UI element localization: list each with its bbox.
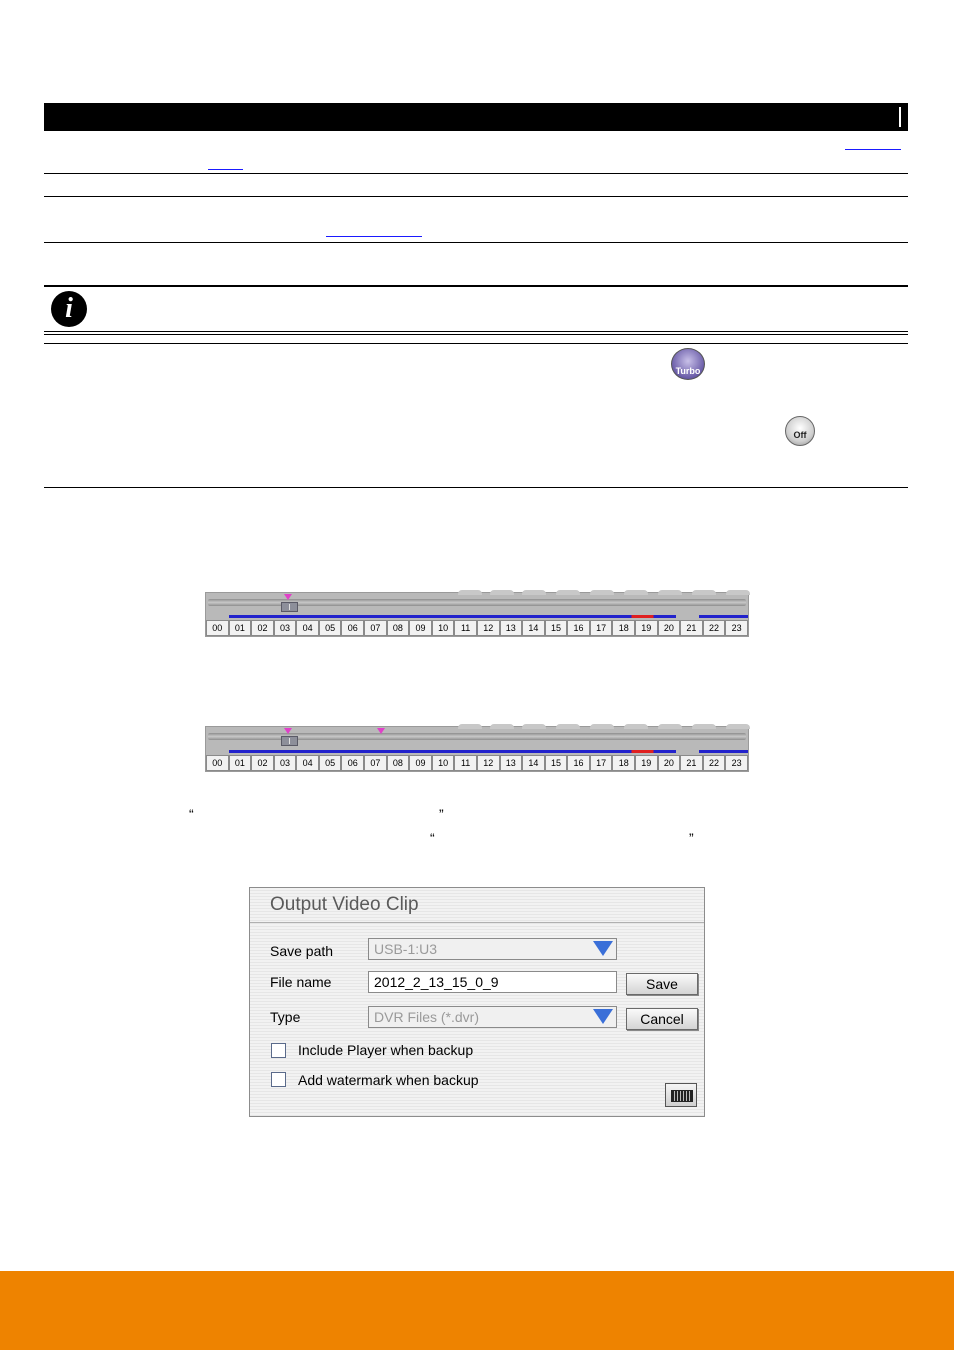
hour-label[interactable]: 10 xyxy=(432,755,455,771)
rule-line-6 xyxy=(44,334,908,335)
hour-label[interactable]: 19 xyxy=(635,620,658,636)
header-bar-tick xyxy=(899,107,901,127)
hour-label[interactable]: 14 xyxy=(522,620,545,636)
save-path-label: Save path xyxy=(270,943,334,959)
hour-label[interactable]: 04 xyxy=(296,755,319,771)
turbo-off-icon xyxy=(785,416,815,446)
hour-label[interactable]: 21 xyxy=(680,755,703,771)
hour-label[interactable]: 15 xyxy=(545,620,568,636)
hour-label[interactable]: 12 xyxy=(477,620,500,636)
timeline-bar-2[interactable] xyxy=(205,726,749,772)
recording-strip xyxy=(206,750,748,753)
hour-label[interactable]: 12 xyxy=(477,755,500,771)
hour-label[interactable]: 17 xyxy=(590,755,613,771)
timeline-bar-1[interactable] xyxy=(205,592,749,637)
hour-label[interactable]: 05 xyxy=(319,755,342,771)
hour-label[interactable]: 03 xyxy=(274,755,297,771)
type-value: DVR Files (*.dvr) xyxy=(374,1009,480,1025)
hour-label[interactable]: 06 xyxy=(341,755,364,771)
start-marker-icon[interactable] xyxy=(284,728,292,734)
hour-label[interactable]: 00 xyxy=(206,755,229,771)
hour-label[interactable]: 08 xyxy=(387,755,410,771)
hour-label[interactable]: 01 xyxy=(229,620,252,636)
hour-label[interactable]: 16 xyxy=(567,755,590,771)
dropdown-arrow-icon[interactable] xyxy=(593,941,613,956)
save-button[interactable]: Save xyxy=(626,973,698,995)
hour-label[interactable]: 01 xyxy=(229,755,252,771)
dropdown-arrow-icon[interactable] xyxy=(593,1009,613,1024)
hour-label[interactable]: 11 xyxy=(454,755,477,771)
link-underline-3[interactable] xyxy=(326,236,422,237)
hour-label[interactable]: 05 xyxy=(319,620,342,636)
hour-label[interactable]: 13 xyxy=(500,755,523,771)
file-name-label: File name xyxy=(270,974,332,990)
save-path-value: USB-1:U3 xyxy=(374,941,438,957)
hour-label[interactable]: 03 xyxy=(274,620,297,636)
hour-label[interactable]: 20 xyxy=(658,755,681,771)
info-icon: i xyxy=(51,291,87,327)
hour-label[interactable]: 08 xyxy=(387,620,410,636)
hour-label[interactable]: 11 xyxy=(454,620,477,636)
hour-label[interactable]: 23 xyxy=(725,620,748,636)
rule-line-1 xyxy=(44,173,908,174)
rule-line-8 xyxy=(44,487,908,488)
turbo-speed-icon xyxy=(671,348,705,380)
hour-label[interactable]: 02 xyxy=(251,620,274,636)
hour-label[interactable]: 04 xyxy=(296,620,319,636)
hour-label[interactable]: 13 xyxy=(500,620,523,636)
rule-line-4 xyxy=(44,285,908,287)
hour-label[interactable]: 18 xyxy=(612,755,635,771)
hour-labels xyxy=(206,755,748,771)
hour-label[interactable]: 07 xyxy=(364,755,387,771)
file-name-input[interactable]: 2012_2_13_15_0_9 xyxy=(368,971,617,993)
hour-label[interactable]: 09 xyxy=(409,620,432,636)
dialog-title: Output Video Clip xyxy=(270,894,419,915)
hour-label[interactable]: 00 xyxy=(206,620,229,636)
type-dropdown[interactable] xyxy=(368,1006,617,1028)
hour-label[interactable]: 19 xyxy=(635,755,658,771)
quote-open-1: “ xyxy=(189,806,194,822)
rule-line-3 xyxy=(44,242,908,243)
end-marker-icon[interactable] xyxy=(377,728,385,734)
hour-label[interactable]: 23 xyxy=(725,755,748,771)
save-path-dropdown[interactable] xyxy=(368,938,617,960)
recording-strip xyxy=(206,615,748,618)
start-marker-icon[interactable] xyxy=(284,594,292,600)
keyboard-icon[interactable] xyxy=(665,1083,697,1107)
quote-close-2: ” xyxy=(689,830,694,846)
section-header-bar xyxy=(44,103,908,131)
off-icon-label: Off xyxy=(793,430,807,440)
rule-line-2 xyxy=(44,196,908,197)
hour-label[interactable]: 21 xyxy=(680,620,703,636)
hour-label[interactable]: 14 xyxy=(522,755,545,771)
output-video-clip-dialog xyxy=(249,887,705,1117)
add-watermark-checkbox[interactable] xyxy=(271,1072,286,1087)
hour-label[interactable]: 06 xyxy=(341,620,364,636)
hour-label[interactable]: 20 xyxy=(658,620,681,636)
add-watermark-label: Add watermark when backup xyxy=(298,1072,479,1088)
hour-label[interactable]: 22 xyxy=(703,755,726,771)
cancel-button[interactable]: Cancel xyxy=(626,1008,698,1030)
include-player-checkbox[interactable] xyxy=(271,1043,286,1058)
quote-close-1: ” xyxy=(439,806,444,822)
hour-label[interactable]: 07 xyxy=(364,620,387,636)
hour-label[interactable]: 02 xyxy=(251,755,274,771)
hour-label[interactable]: 16 xyxy=(567,620,590,636)
link-underline-2[interactable] xyxy=(208,169,243,170)
hour-label[interactable]: 18 xyxy=(612,620,635,636)
hour-label[interactable]: 15 xyxy=(545,755,568,771)
type-label: Type xyxy=(270,1009,301,1025)
rule-line-7 xyxy=(44,343,908,344)
quote-open-2: “ xyxy=(430,830,435,846)
page-footer-bar xyxy=(0,1271,954,1350)
include-player-label: Include Player when backup xyxy=(298,1042,474,1058)
hour-label[interactable]: 10 xyxy=(432,620,455,636)
hour-labels xyxy=(206,620,748,636)
timeline-slider-handle[interactable] xyxy=(281,602,298,612)
hour-label[interactable]: 22 xyxy=(703,620,726,636)
turbo-icon-label: Turbo xyxy=(675,366,701,376)
timeline-slider-handle[interactable] xyxy=(281,736,298,746)
title-separator xyxy=(250,922,704,923)
hour-label[interactable]: 09 xyxy=(409,755,432,771)
hour-label[interactable]: 17 xyxy=(590,620,613,636)
rule-line-5 xyxy=(44,331,908,332)
link-underline-1[interactable] xyxy=(845,149,901,150)
